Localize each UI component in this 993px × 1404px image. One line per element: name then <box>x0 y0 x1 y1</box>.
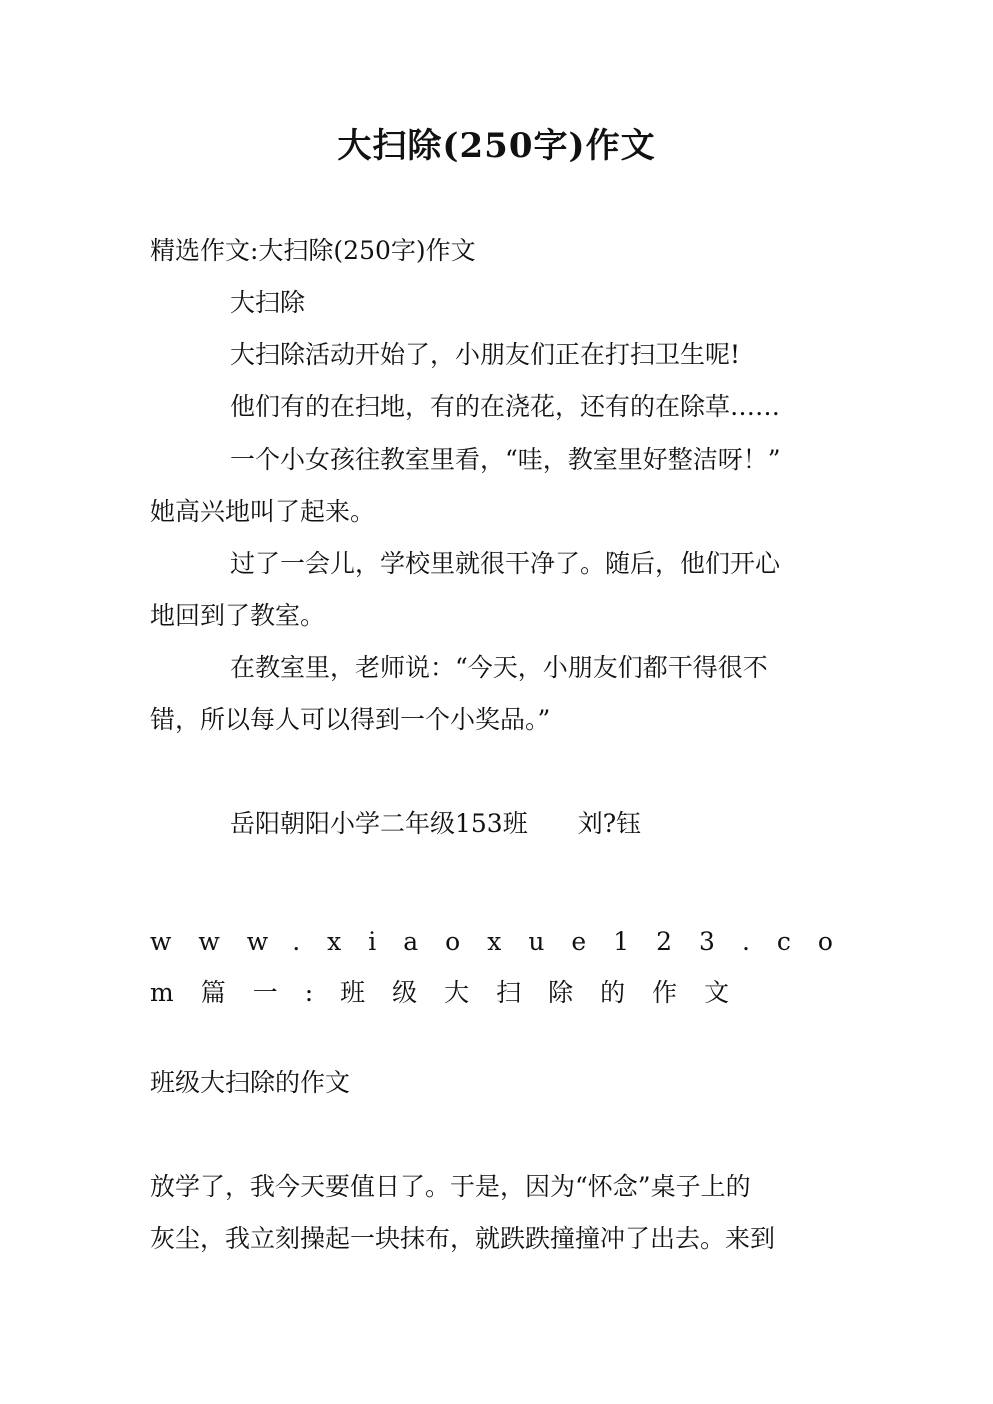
paragraph-line-8: 错，所以每人可以得到一个小奖品。” <box>150 705 551 734</box>
paragraph-line-2: 他们有的在扫地，有的在浇花，还有的在除草…… <box>230 392 781 421</box>
paragraph-line-5: 过了一会儿，学校里就很干净了。随后，他们开心 <box>230 549 781 578</box>
essay-heading: 大扫除 <box>230 288 306 317</box>
paragraph-line-4: 她高兴地叫了起来。 <box>150 497 376 526</box>
paragraph-line-10: 灰尘，我立刻操起一块抹布，就跌跌撞撞冲了出去。来到 <box>150 1224 776 1253</box>
paragraph-line-6: 地回到了教室。 <box>150 601 326 630</box>
subtitle: 精选作文:大扫除(250字)作文 <box>150 236 476 265</box>
paragraph-line-7: 在教室里，老师说：“今天，小朋友们都干得很不 <box>230 653 768 682</box>
paragraph-line-9: 放学了，我今天要值日了。于是，因为“怀念”桌子上的 <box>150 1172 751 1201</box>
author-line: 岳阳朝阳小学二年级153班 刘?钰 <box>230 809 642 838</box>
document-title: 大扫除(250字)作文 <box>337 126 656 166</box>
source-url-line: www.xiaoxue123.com篇一:班级大扫除的作文 <box>150 927 860 1007</box>
paragraph-line-3: 一个小女孩往教室里看，“哇，教室里好整洁呀！” <box>230 445 781 474</box>
section-heading: 班级大扫除的作文 <box>150 1068 351 1097</box>
paragraph-line-1: 大扫除活动开始了，小朋友们正在打扫卫生呢! <box>230 340 741 369</box>
